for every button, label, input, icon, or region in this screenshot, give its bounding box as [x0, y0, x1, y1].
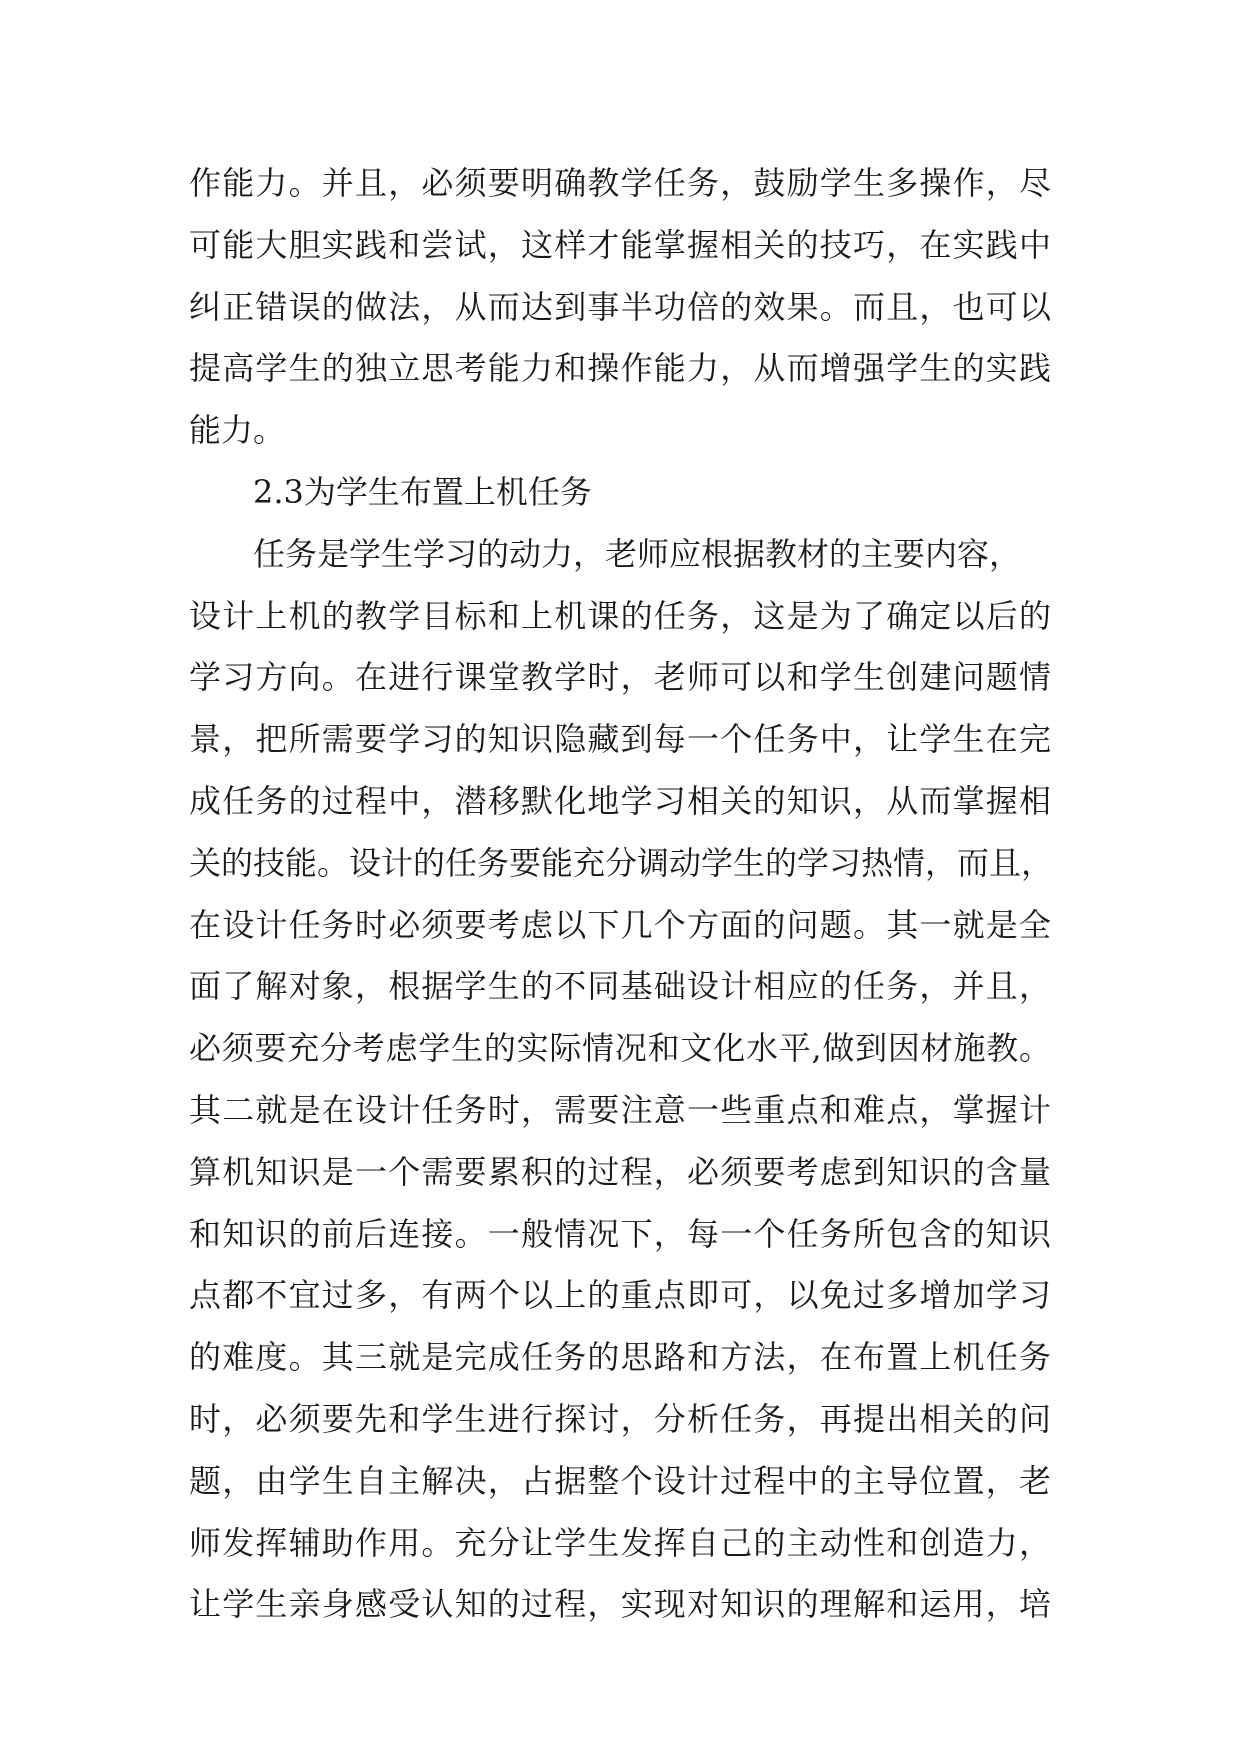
text-line: 能力。	[189, 411, 286, 450]
text-line: 纠正错误的做法，从而达到事半功倍的效果。而且，也可以	[189, 287, 1051, 326]
text-line: 学习方向。在进行课堂教学时，老师可以和学生创建问题情	[189, 658, 1051, 697]
text-line: 的难度。其三就是完成任务的思路和方法，在布置上机任务	[189, 1338, 1051, 1377]
text-line: 设计上机的教学目标和上机课的任务，这是为了确定以后的	[189, 596, 1051, 635]
text-line: 成任务的过程中，潜移默化地学习相关的知识，从而掌握相	[189, 781, 1051, 820]
text-line: 必须要充分考虑学生的实际情况和文化水平,做到因材施教。	[189, 1029, 1051, 1068]
section-heading: 2.3为学生布置上机任务	[253, 472, 592, 511]
text-line: 其二就是在设计任务时，需要注意一些重点和难点，掌握计	[189, 1090, 1051, 1129]
text-line: 面了解对象，根据学生的不同基础设计相应的任务，并且，	[189, 967, 1051, 1006]
text-line: 在设计任务时必须要考虑以下几个方面的问题。其一就是全	[189, 905, 1051, 944]
text-line: 可能大胆实践和尝试，这样才能掌握相关的技巧，在实践中	[189, 225, 1051, 264]
text-line: 任务是学生学习的动力，老师应根据教材的主要内容，	[253, 534, 1022, 573]
text-line: 师发挥辅助作用。充分让学生发挥自己的主动性和创造力，	[189, 1523, 1051, 1562]
document-body	[189, 153, 1054, 1636]
text-line: 题，由学生自主解决，占据整个设计过程中的主导位置，老	[189, 1461, 1051, 1500]
text-line: 和知识的前后连接。一般情况下，每一个任务所包含的知识	[189, 1214, 1051, 1253]
text-line: 提高学生的独立思考能力和操作能力，从而增强学生的实践	[189, 349, 1051, 388]
text-line: 关的技能。设计的任务要能充分调动学生的学习热情，而且，	[189, 843, 1054, 882]
text-line: 算机知识是一个需要累积的过程，必须要考虑到知识的含量	[189, 1152, 1051, 1191]
text-line: 作能力。并且，必须要明确教学任务，鼓励学生多操作，尽	[189, 164, 1051, 202]
text-line: 景，把所需要学习的知识隐藏到每一个任务中，让学生在完	[189, 720, 1051, 759]
text-line: 点都不宜过多，有两个以上的重点即可，以免过多增加学习	[189, 1276, 1051, 1315]
text-line: 时，必须要先和学生进行探讨，分析任务，再提出相关的问	[189, 1399, 1051, 1438]
text-line: 让学生亲身感受认知的过程，实现对知识的理解和运用，培	[189, 1585, 1051, 1624]
